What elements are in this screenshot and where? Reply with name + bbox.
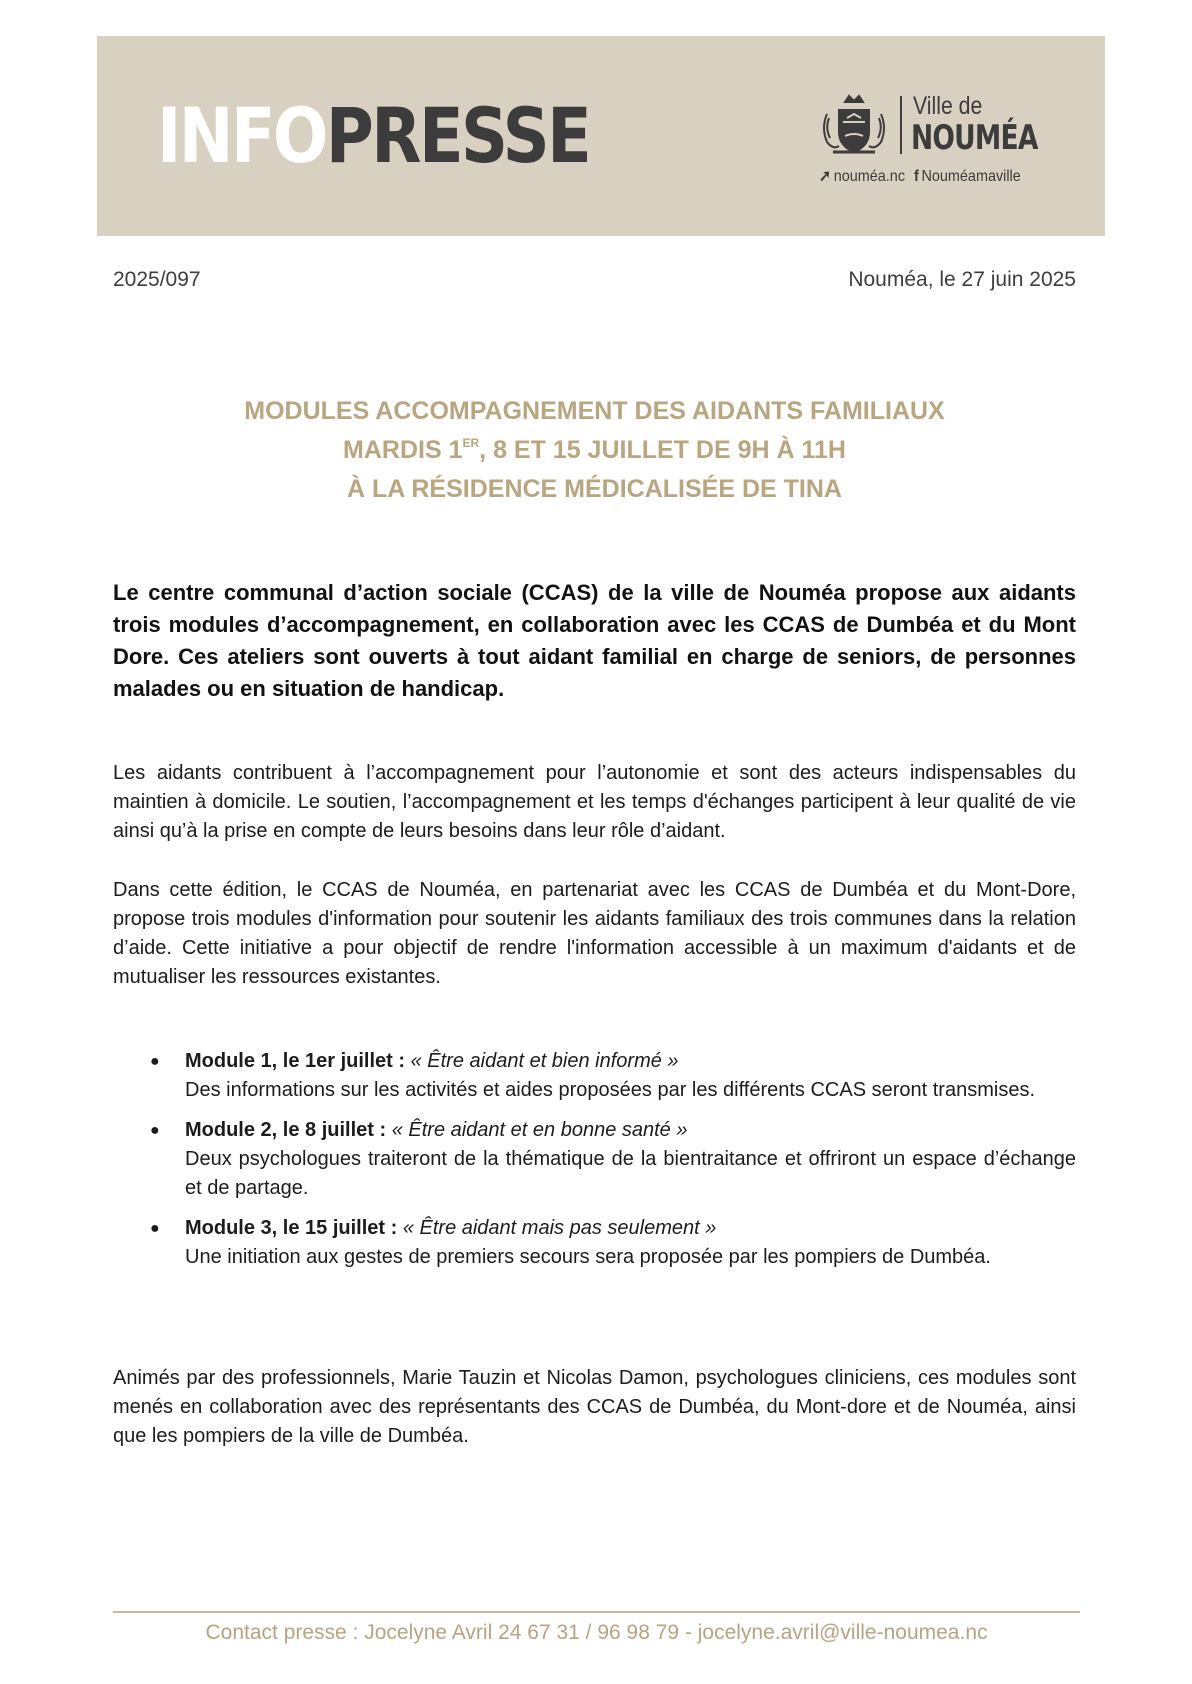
module-title: Module 2, le 8 juillet : [185, 1119, 392, 1141]
logo-links [819, 166, 1021, 186]
bullet-icon: ● [150, 1220, 160, 1237]
footer-divider [113, 1611, 1080, 1613]
title-line-2-end: , 8 ET 15 JUILLET DE 9H À 11H [479, 436, 846, 464]
module-description: Des informations sur les activités et aides proposées par les différents CCAS seront transmises. [185, 1079, 1035, 1101]
title-line-1: MODULES ACCOMPAGNEMENT DES AIDANTS FAMILIAUX [244, 397, 945, 425]
lead-paragraph: Le centre communal d’action sociale (CCAS) de la ville de Nouméa propose aux aidants trois modules d’accompagnement, en collaboration avec les CCAS de Dumbéa et du Mont Dore. Ces ateliers sont ouverts à tout aidant familial en charge de seniors, de personnes malades ou en situation de handicap. [113, 580, 1076, 701]
module-quote: « Être aidant et en bonne santé » [391, 1119, 688, 1141]
module-title: Module 1, le 1er juillet : [185, 1050, 411, 1072]
module-heading [185, 1214, 1076, 1243]
logo-noumea: NOUMÉA [911, 118, 1038, 158]
title-line-2 [113, 431, 1076, 470]
list-item [113, 1116, 1076, 1203]
list-item [113, 1214, 1076, 1272]
module-quote: « Être aidant mais pas seulement » [402, 1217, 717, 1239]
arrow-link-icon: ➚ [819, 168, 832, 185]
module-heading [185, 1116, 1076, 1145]
press-reference: 2025/097 [113, 268, 201, 291]
logo-ville-de: Ville de [913, 92, 983, 120]
press-date: Nouméa, le 27 juin 2025 [848, 268, 1076, 291]
coat-of-arms-icon [819, 92, 889, 158]
site-link[interactable]: nouméa.nc [833, 168, 906, 185]
module-heading [185, 1047, 1076, 1076]
brand-presse: PRESSE [325, 91, 590, 180]
bullet-icon: ● [150, 1122, 160, 1139]
facebook-icon: f [914, 168, 919, 185]
press-contact: Contact presse : Jocelyne Avril 24 67 31 / 96 98 79 - jocelyne.avril@ville-noumea.nc [205, 1621, 988, 1644]
module-description: Une initiation aux gestes de premiers secours sera proposée par les pompiers de Dumbéa. [185, 1246, 991, 1268]
body-paragraph-3: Animés par des professionnels, Marie Tauzin et Nicolas Damon, psychologues cliniciens, ces modules sont menés en collaboration avec des représentants des CCAS de Dumbéa, du Mont-dore et de Nouméa, ainsi que les pompiers de la ville de Dumbéa. [113, 1367, 1076, 1447]
facebook-link[interactable]: Nouméamaville [921, 168, 1021, 185]
body-paragraph-1: Les aidants contribuent à l’accompagnement pour l’autonomie et sont des acteurs indispensables du maintien à domicile. Le soutien, l’accompagnement et les temps d'échanges participent à leur qualité de vie ainsi qu’à la prise en compte de leurs besoins dans leur rôle d’aidant. [113, 762, 1076, 842]
module-description: Deux psychologues traiteront de la thématique de la bientraitance et offriront un espace d’échange et de partage. [185, 1148, 1076, 1199]
logo-divider [900, 96, 902, 154]
body-paragraph-2: Dans cette édition, le CCAS de Nouméa, en partenariat avec les CCAS de Dumbéa et du Mont-Dore, propose trois modules d'information pour soutenir les aidants familiaux des trois communes dans la relation d’aide. Cette initiative a pour objectif de rendre l'information accessible à un maximum d'aidants et de mutualiser les ressources existantes. [113, 879, 1076, 988]
press-title [113, 392, 1076, 509]
brand-info: INFO [157, 91, 326, 180]
title-line-3: À LA RÉSIDENCE MÉDICALISÉE DE TINA [347, 475, 842, 503]
modules-list [113, 1047, 1076, 1272]
ville-de-noumea-logo [819, 92, 1059, 192]
bullet-icon: ● [150, 1053, 160, 1070]
module-title: Module 3, le 15 juillet : [185, 1217, 403, 1239]
title-line-2-start: MARDIS 1 [343, 436, 463, 464]
list-item [113, 1047, 1076, 1105]
title-line-2-sup: ER [462, 436, 480, 450]
module-quote: « Être aidant et bien informé » [410, 1050, 679, 1072]
infopresse-wordmark [157, 91, 590, 180]
header-banner [97, 36, 1105, 236]
